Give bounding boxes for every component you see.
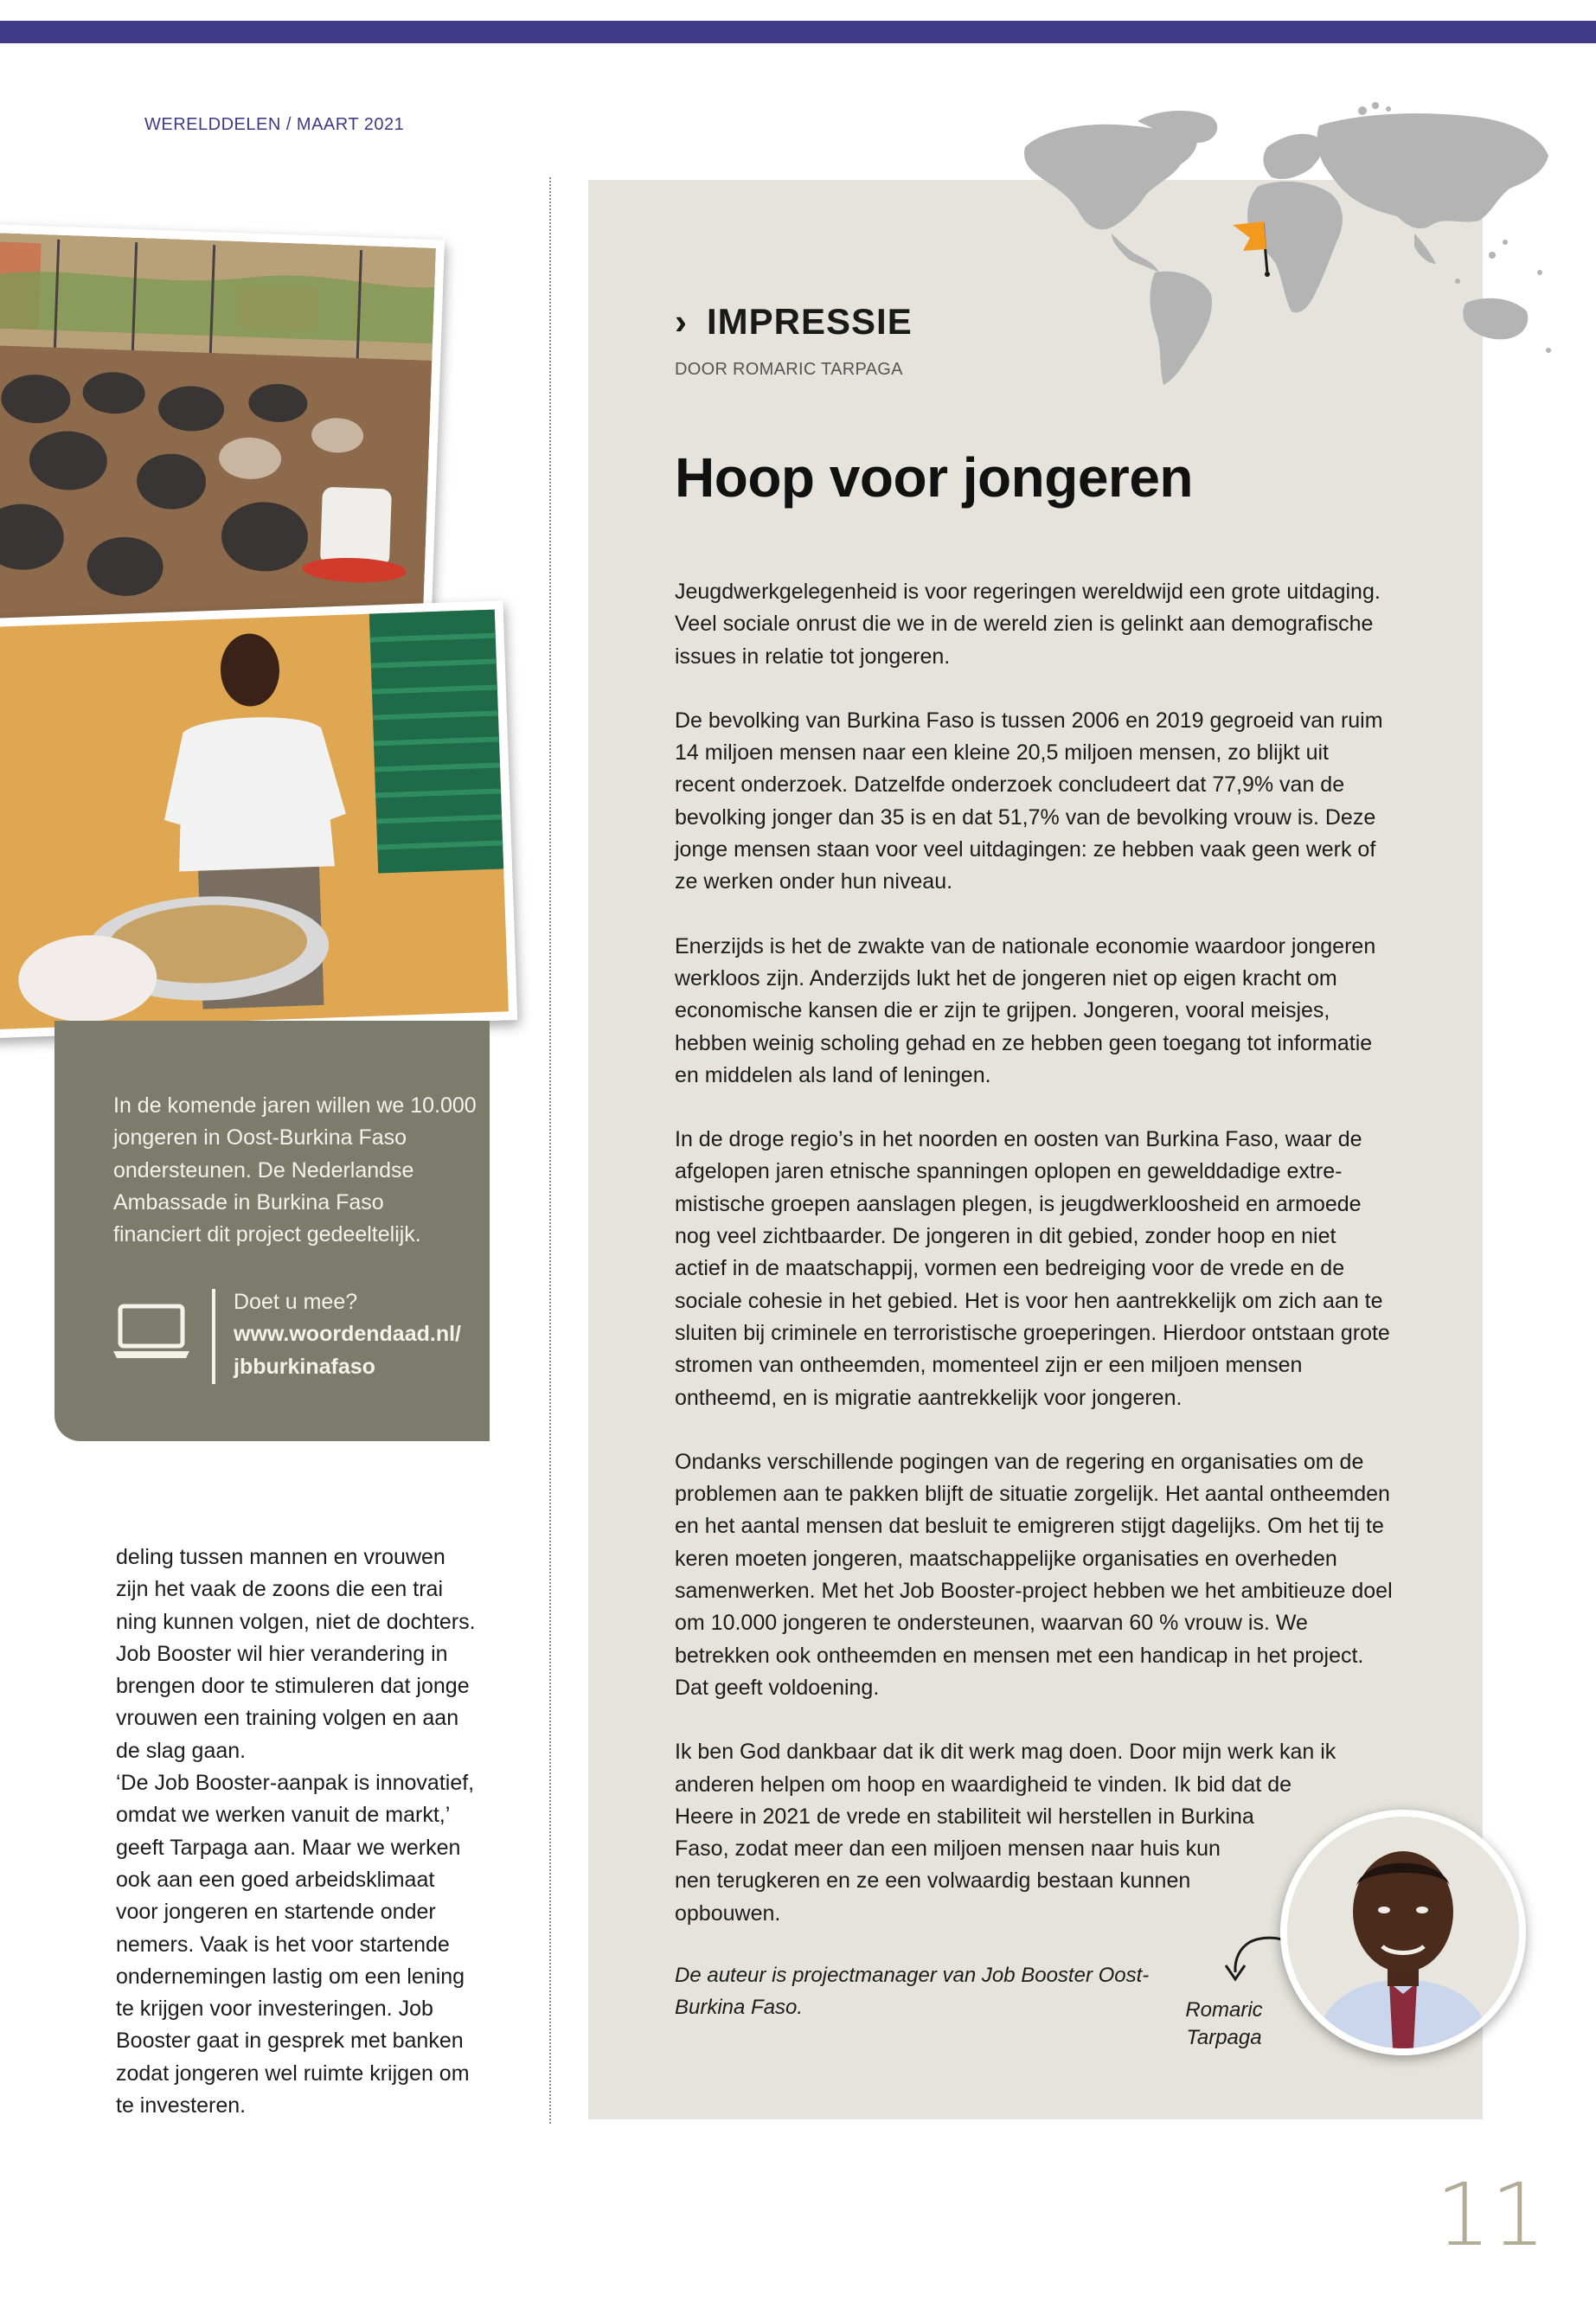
chevron-right-icon: › <box>675 301 688 342</box>
text-line: nen terugkeren en ze een volwaardig bestaan kunnen <box>675 1868 1191 1894</box>
laptop-icon <box>112 1303 191 1360</box>
chickens-illustration <box>0 224 445 646</box>
column-divider <box>549 177 551 2124</box>
byline: DOOR ROMARIC TARPAGA <box>675 360 903 379</box>
text-line: voor jongeren en startende onder <box>116 1900 436 1925</box>
text-line: Booster gaat in gesprek met banken <box>116 2029 464 2054</box>
paragraph: Enerzijds is het de zwakte van de nationale economie waardoor jongeren werkloos zijn. Anderzijds lukt het de jongeren niet op eigen kracht om economische kansen die er zijn te grijpen. Jongeren, vooral meisjes, hebben weinig scholing gehad en ze hebben geen toegang tot informatie en middelen als land of leningen. <box>675 933 1376 1087</box>
running-header: WERELDDELEN / MAART 2021 <box>144 115 405 134</box>
caption-line: Romaric <box>1185 1998 1263 2022</box>
callout-box <box>54 1021 490 1441</box>
page-number: 11 <box>1435 2164 1546 2266</box>
text-line: ‘De Job Booster-aanpak is innovatief, <box>116 1771 475 1796</box>
world-map-icon <box>1008 95 1566 394</box>
text-line: brengen door te stimuleren dat jonge <box>116 1674 470 1699</box>
young-man-photo <box>0 600 517 1039</box>
text-line: te investeren. <box>116 2093 247 2118</box>
text-line: geeft Tarpaga aan. Maar we werken <box>116 1835 461 1860</box>
portrait-caption <box>1168 1997 1280 2052</box>
text-line: zodat jongeren wel ruimte krijgen om <box>116 2061 470 2086</box>
paragraph: Ondanks verschillende pogingen van de regering en organisaties om de problemen aan te pakken blijft de situatie zorgelijk. Het aantal ontheemden en het aantal mensen dat besluit te emigreren stijgt dagelijks. Om het tij te keren moeten jongeren, maatschappelijke organisaties en overheden samenwerken. Met het Job Booster-project hebben we het ambitieuze doel om 10.000 jongeren te ondersteunen, waarvan 60 % vrouw is. We betrekken ook ontheemden en mensen met een handicap in het project. Dat geeft voldoening. <box>675 1449 1393 1700</box>
cta-question: Doet u mee? <box>234 1290 358 1314</box>
author-note: De auteur is projectmanager van Job Booster Oost-Burkina Faso. <box>675 1964 1150 2019</box>
text-line: Ik ben God dankbaar dat ik dit werk mag doen. Door mijn werk kan ik <box>675 1740 1336 1765</box>
text-line: de slag gaan. <box>116 1738 247 1763</box>
text-line: vrouwen een training volgen en aan <box>116 1706 459 1731</box>
chickens-photo <box>0 224 445 646</box>
text-line: te krijgen voor investeringen. Job <box>116 1997 433 2022</box>
top-accent-bar <box>0 21 1596 43</box>
text-line: anderen helpen om hoop en waardigheid te vinden. Ik bid dat de <box>675 1772 1292 1797</box>
text-line: omdat we werken vanuit de markt,’ <box>116 1803 451 1828</box>
text-line: opbouwen. <box>675 1900 781 1926</box>
author-portrait <box>1280 1810 1526 2055</box>
portrait-illustration <box>1287 1817 1519 2048</box>
article-body <box>675 576 1393 1962</box>
section-label: IMPRESSIE <box>707 301 913 342</box>
cta-link[interactable]: www.woordendaad.nl/ <box>234 1322 461 1347</box>
cta-link[interactable]: jbburkinafaso <box>234 1354 375 1379</box>
cta-divider <box>212 1289 215 1384</box>
callout-text: In de komende jaren willen we 10.000 jongeren in Oost-Burkina Faso ondersteunen. De Nederlandse Ambassade in Burkina Faso financiert dit project gedeeltelijk. <box>113 1093 477 1247</box>
left-column-text <box>116 1541 522 2122</box>
text-line: Job Booster wil hier verandering in <box>116 1641 448 1666</box>
article-title: Hoop voor jongeren <box>675 446 1193 509</box>
paragraph: Jeugdwerkgelegenheid is voor regeringen wereldwijd een grote uitdaging. Veel sociale onrust die we in de wereld zien is gelinkt aan demografische issues in relatie tot jongeren. <box>675 580 1381 669</box>
text-line: Heere in 2021 de vrede en stabiliteit wil herstellen in Burkina <box>675 1804 1254 1829</box>
paragraph: In de droge regio’s in het noorden en oosten van Burkina Faso, waar de afgelopen jaren etnische spanningen oplopen en gewelddadige extremistische groepen aanslagen plegen, is jeugdwerkloosheid en armoede nog veel zichtbaarder. De jongeren in dit gebied, zonder hoop en niet actief in de maatschappij, vormen een bedreiging voor de vrede en de sociale cohesie in het gebied. Het is voor hen aantrekkelijk om zich aan te sluiten bij criminele en terroristische groeperingen. Hierdoor ontstaan grote stromen van ontheemden, momenteel zijn er een miljoen mensen ontheemd, en is migratie aantrekkelijk voor jongeren. <box>675 1127 1390 1410</box>
text-line: ook aan een goed arbeidsklimaat <box>116 1867 435 1892</box>
young-man-illustration <box>0 600 517 1039</box>
paragraph: De bevolking van Burkina Faso is tussen 2006 en 2019 gegroeid van ruim 14 miljoen mensen naar een kleine 20,5 miljoen mensen, zo blijkt uit recent onderzoek. Datzelfde onderzoek concludeert dat 77,9% van de bevolking jonger dan 35 is en dat 51,7% van de bevolking vrouw is. Deze jonge mensen staan voor veel uitdagingen: ze hebben vaak geen werk of ze werken onder hun niveau. <box>675 708 1383 894</box>
text-line: nemers. Vaak is het voor startende <box>116 1932 450 1957</box>
section-heading <box>675 301 913 343</box>
text-line: ondernemingen lastig om een lening <box>116 1964 465 1989</box>
text-line: Faso, zodat meer dan een miljoen mensen naar huis kun <box>675 1836 1221 1862</box>
text-line: ning kunnen volgen, niet de dochters. <box>116 1609 476 1634</box>
text-line: zijn het vaak de zoons die een trai <box>116 1577 444 1602</box>
cta-block <box>234 1286 461 1383</box>
text-line: deling tussen mannen en vrouwen <box>116 1545 445 1569</box>
caption-line: Tarpaga <box>1186 2026 1262 2049</box>
